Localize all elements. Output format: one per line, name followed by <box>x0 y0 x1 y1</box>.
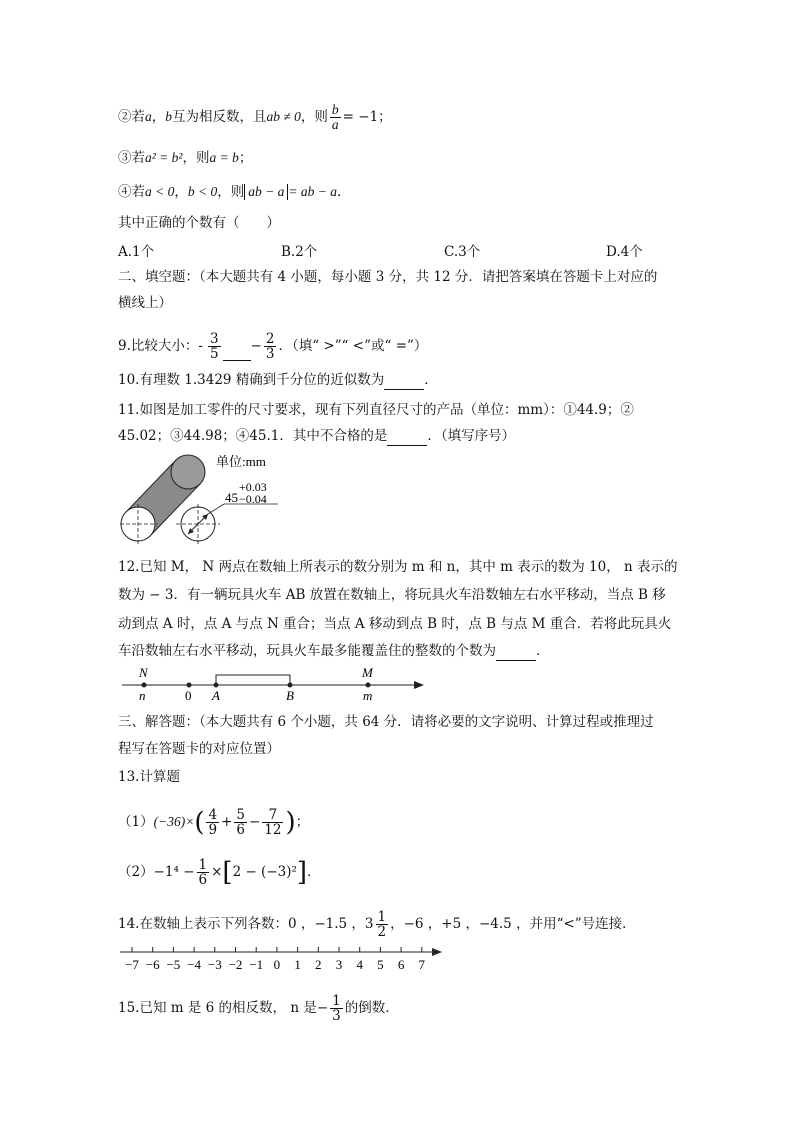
q12-line4-text: 车沿数轴左右水平移动，玩具火车最多能覆盖住的整数的个数为 <box>118 643 496 659</box>
q9-sign2: − <box>250 338 262 354</box>
s2-cond: ab ≠ 0 <box>266 109 301 124</box>
statement-2 <box>118 103 392 132</box>
q14-tick-label-13: 6 <box>397 957 405 972</box>
section-2-heading-2: 横线上） <box>118 295 172 311</box>
q13-p1-frac-2 <box>234 808 247 837</box>
s4-c2: b < 0 <box>187 184 218 199</box>
q11-line2-end: ．（填写序号） <box>427 428 516 444</box>
q13-p2-open-bracket: [ <box>222 857 233 888</box>
q9-sign1: - <box>198 338 203 354</box>
q13-p2-inner: 2 − (−3)² <box>232 864 297 880</box>
q14-tick-label-0: −7 <box>125 957 139 972</box>
q13-p1-f1d: 9 <box>208 822 218 838</box>
question-13-title: 13.计算题 <box>118 769 180 785</box>
axis-label-B: B <box>286 688 294 703</box>
q14-tick-label-11: 4 <box>356 957 363 972</box>
s2-prefix: ②若 <box>118 109 145 125</box>
question-15 <box>118 994 399 1023</box>
q13-p1-f2d: 6 <box>236 822 245 838</box>
q14-mixed-num: 1 <box>377 909 387 925</box>
s2-frac-num: b <box>331 102 339 117</box>
s4-prefix: ④若 <box>118 184 145 200</box>
q13-p1-plus: + <box>221 814 233 830</box>
q14-prefix: 14.在数轴上表示下列各数：0 ，−1.5 ， <box>118 916 365 932</box>
statement-4 <box>118 182 341 202</box>
statement-3 <box>118 148 252 168</box>
q13-p1-end: ； <box>295 814 310 830</box>
q14-tick-label-4: −3 <box>207 957 222 972</box>
s2-a: a <box>145 109 152 124</box>
s2-tail: = −1； <box>342 109 392 125</box>
q9-f2-num: 2 <box>265 331 275 347</box>
figure-upper-tolerance: +0.03 <box>239 480 267 494</box>
q10-text: 10.有理数 1.3429 精确到千分位的近似数为 <box>118 372 385 388</box>
figure-unit-label: 单位:mm <box>216 454 266 469</box>
s4-c1: a < 0 <box>145 184 175 199</box>
s3-res: a = b <box>209 150 239 165</box>
q9-answer-blank[interactable] <box>223 346 251 361</box>
q12-answer-blank[interactable] <box>496 646 536 661</box>
s2-then: ，则 <box>300 109 328 125</box>
q13-p1-label: （1） <box>118 814 154 830</box>
q9-prefix: 9.比较大小： <box>118 338 199 354</box>
s3-expr: a² = b² <box>145 150 183 165</box>
q14-tick-label-2: −5 <box>166 957 181 972</box>
s4-abs: ab − a <box>244 184 288 200</box>
q13-p1-f2n: 5 <box>236 807 245 823</box>
q10-answer-blank[interactable] <box>384 375 424 390</box>
q13-p2-times: × <box>211 864 223 880</box>
q13-p1-lead: (−36)× <box>153 814 195 829</box>
q13-p1-frac-3 <box>262 808 283 837</box>
q14-tick-label-7: 0 <box>273 957 281 972</box>
q13-p2-frac <box>197 858 210 887</box>
s3-then: ，则 <box>182 150 210 166</box>
question-12-line-4 <box>118 641 550 661</box>
question-12-line-2: 数为 − 3．有一辆玩具火车 AB 放置在数轴上，将玩具火车沿数轴左右水平移动，当点 B 移 <box>118 587 666 603</box>
q15-sign: − <box>316 1000 329 1016</box>
q14-tick-label-5: −2 <box>228 957 243 972</box>
q14-tick-label-10: 3 <box>335 957 343 972</box>
q13-p2-end: ． <box>307 864 321 880</box>
q13-p2-label: （2） <box>118 864 154 880</box>
section-3-heading-2: 程写在答题卡的对应位置） <box>118 741 280 757</box>
q15-fn: 1 <box>332 993 341 1009</box>
q12-line4-end: ． <box>536 643 550 659</box>
q13-p1-close-paren: ) <box>285 807 296 838</box>
axis-label-m: m <box>363 688 373 703</box>
q13-p2-lead: −1⁴ − <box>153 864 195 880</box>
s4-sep: ， <box>174 184 188 200</box>
s4-end: . <box>336 184 342 200</box>
question-14 <box>118 910 636 939</box>
s4-then: ，则 <box>217 184 245 200</box>
q14-tick-label-14: 7 <box>418 957 426 972</box>
q14-number-line <box>118 942 448 976</box>
q15-fd: 3 <box>332 1008 341 1024</box>
question-9 <box>118 332 427 361</box>
question-11-line-2 <box>118 426 515 446</box>
q13-p2-fd: 6 <box>198 872 208 888</box>
s3-prefix: ③若 <box>118 150 145 166</box>
q13-p2-fn: 1 <box>198 857 208 873</box>
q13-p2-close-bracket: ] <box>296 857 308 888</box>
q14-tick-label-1: −6 <box>145 957 160 972</box>
q10-end: ． <box>424 372 438 388</box>
figure-lower-tolerance: −0.04 <box>239 492 267 506</box>
section-2-heading-1: 二、填空题：（本大题共有 4 小题，每小题 3 分，共 12 分．请把答案填在答题卡上对应的 <box>118 269 658 285</box>
q15-prefix: 15.已知 m 是 6 的相反数， n 是 <box>118 1000 317 1016</box>
q9-fraction-2 <box>264 332 277 361</box>
axis-label-zero: 0 <box>185 688 192 703</box>
question-13-part-2 <box>118 858 321 887</box>
q9-suffix: ．（填“ >”“ <”或“ =”） <box>278 338 428 354</box>
s2-b: b <box>165 109 172 124</box>
option-c: C.3个 <box>444 244 481 260</box>
q13-p1-f1n: 4 <box>208 807 218 823</box>
figure-base-size: 45 <box>225 490 238 505</box>
q9-fraction-1 <box>208 332 221 361</box>
q14-tick-label-6: −1 <box>249 957 264 972</box>
section-3-heading-1: 三、解答题：（本大题共有 6 个小题，共 64 分．请将必要的文字说明、计算过程或推理过 <box>118 714 654 730</box>
q14-mixed-whole: 3 <box>364 916 374 932</box>
q14-mixed-den: 2 <box>377 924 387 940</box>
q13-p1-minus: − <box>248 814 261 830</box>
q9-f1-num: 3 <box>209 331 219 347</box>
option-d: D.4个 <box>606 244 643 260</box>
q11-line2-text: 45.02；③44.98；④45.1．其中不合格的是 <box>118 428 388 444</box>
q14-mixed-frac <box>376 910 389 939</box>
q11-answer-blank[interactable] <box>387 431 427 446</box>
question-11-line-1: 11.如图是加工零件的尺寸要求，现有下列直径尺寸的产品（单位：mm）：①44.9；② <box>118 402 634 418</box>
q14-suffix: ，−6 ，+5 ，−4.5 ，并用“<”号连接． <box>390 916 636 932</box>
axis-label-M: M <box>362 665 373 680</box>
s4-rhs: = ab − a <box>288 184 337 199</box>
question-13-part-1 <box>118 808 309 837</box>
q14-tick-label-8: 1 <box>294 957 301 972</box>
s2-mid: 互为相反数，且 <box>172 109 267 125</box>
axis-label-A: A <box>212 688 220 703</box>
q14-tick-label-12: 5 <box>377 957 384 972</box>
question-12-line-1: 12.已知 M， N 两点在数轴上所表示的数分别为 m 和 n，其中 m 表示的数为 10， n 表示的 <box>118 559 678 575</box>
q13-p1-f3d: 12 <box>264 822 282 838</box>
q13-p1-open-paren: ( <box>194 807 205 838</box>
question-prompt: 其中正确的个数有（ ） <box>118 215 280 231</box>
q9-f1-den: 5 <box>209 346 219 362</box>
q13-p1-frac-1 <box>206 808 219 837</box>
s2-comma: ， <box>151 109 166 125</box>
q9-f2-den: 3 <box>265 346 275 362</box>
q14-tick-label-9: 2 <box>315 957 322 972</box>
part-dimension-figure <box>118 450 318 545</box>
question-12-line-3: 动到点 A 时，点 A 与点 N 重合；当点 A 移动到点 B 时，点 B 与点 M 重合．若将此玩具火 <box>118 616 672 632</box>
axis-label-n: n <box>139 688 146 703</box>
option-a: A.1个 <box>118 244 155 260</box>
q15-suffix: 的倒数． <box>344 1000 399 1016</box>
q15-frac <box>330 994 343 1023</box>
s2-frac-den: a <box>331 117 339 132</box>
q14-tick-label-3: −4 <box>187 957 202 972</box>
option-b: B.2个 <box>281 244 318 260</box>
question-10 <box>118 370 438 390</box>
axis-label-N: N <box>139 665 148 680</box>
s2-fraction <box>330 103 341 132</box>
q13-p1-f3n: 7 <box>262 808 283 823</box>
q12-number-line <box>118 662 438 704</box>
s3-end: ； <box>238 150 253 166</box>
